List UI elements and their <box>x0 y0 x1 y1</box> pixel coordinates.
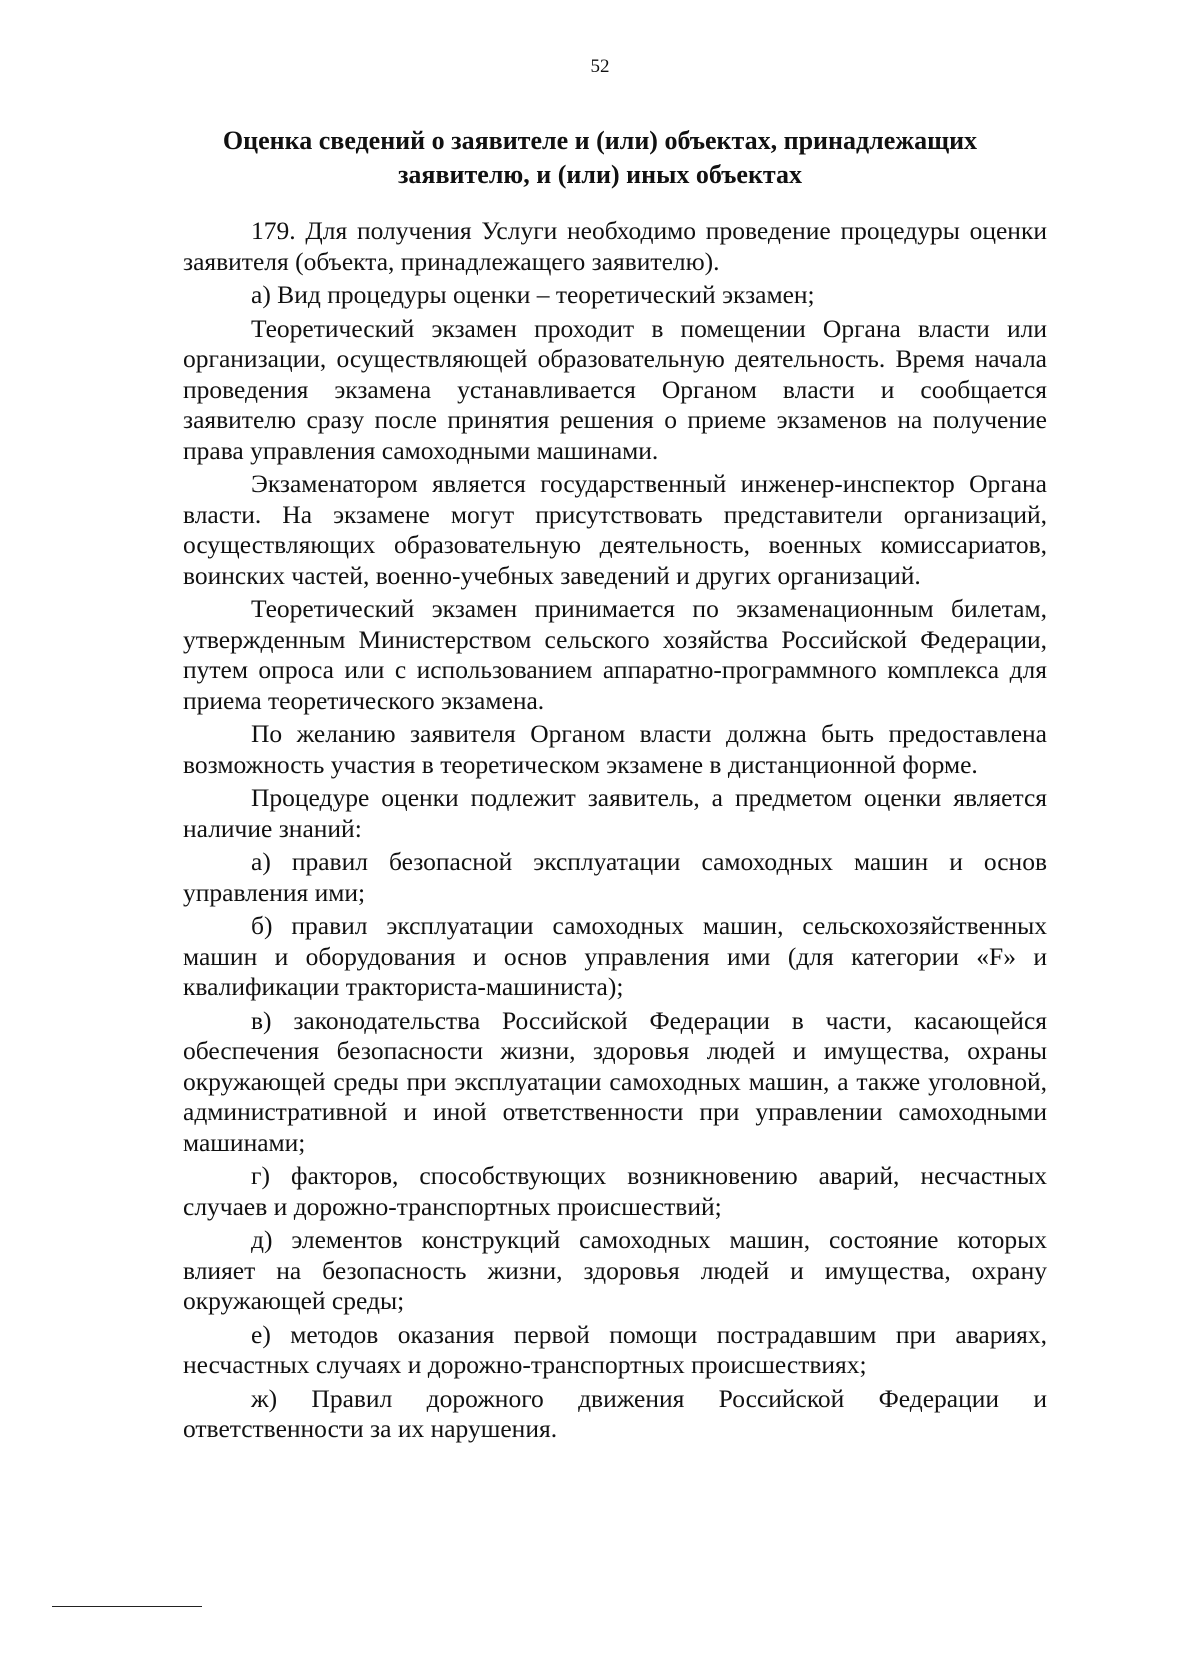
footnote-rule <box>52 1606 202 1607</box>
list-item: б) правил эксплуатации самоходных машин, сельскохозяйственных машин и оборудования и основ управления ими (для категории «F» и квалификации тракториста-машиниста); <box>183 911 1047 1001</box>
paragraph: По желанию заявителя Органом власти должна быть предоставлена возможность участия в теоретическом экзамене в дистанционной форме. <box>183 719 1047 779</box>
paragraph: Теоретический экзамен проходит в помещении Органа власти или организации, осуществляющей образовательную деятельность. Время начала проведения экзамена устанавливается Органом власти и сообщается заявителю сразу после принятия решения о приеме экзаменов на получение права управления самоходными машинами. <box>183 313 1047 465</box>
section-title-line: Оценка сведений о заявителе и (или) объектах, принадлежащих <box>222 126 978 155</box>
list-item: в) законодательства Российской Федерации в части, касающейся обеспечения безопасности жизни, здоровья людей и имущества, охраны окружающей среды при эксплуатации самоходных машин, а также уголовной, административной и иной ответственности при управлении самоходными машинами; <box>183 1005 1047 1157</box>
paragraph: а) Вид процедуры оценки – теоретический экзамен; <box>251 280 815 309</box>
page-number: 52 <box>590 56 610 77</box>
section-title <box>170 124 1030 192</box>
list-item: е) методов оказания первой помощи пострадавшим при авариях, несчастных случаях и дорожно-транспортных происшествиях; <box>183 1319 1047 1379</box>
list-item: г) факторов, способствующих возникновению аварий, несчастных случаев и дорожно-транспортных происшествий; <box>183 1161 1047 1221</box>
paragraph: Процедуре оценки подлежит заявитель, а предметом оценки является наличие знаний: <box>183 783 1047 843</box>
list-item: а) правил безопасной эксплуатации самоходных машин и основ управления ими; <box>183 847 1047 907</box>
list-item: ж) Правил дорожного движения Российской Федерации и ответственности за их нарушения. <box>183 1383 1047 1443</box>
list-item: д) элементов конструкций самоходных машин, состояние которых влияет на безопасность жизни, здоровья людей и имущества, охрану окружающей среды; <box>183 1225 1047 1315</box>
document-body <box>183 216 1047 1448</box>
section-title-line: заявителю, и (или) иных объектах <box>397 160 803 189</box>
paragraph: Теоретический экзамен принимается по экзаменационным билетам, утвержденным Министерством сельского хозяйства Российской Федерации, путем опроса или с использованием аппаратно-программного комплекса для приема теоретического экзамена. <box>183 594 1047 715</box>
paragraph: Экзаменатором является государственный инженер-инспектор Органа власти. На экзамене могут присутствовать представители организаций, осуществляющих образовательную деятельность, военных комиссариатов, воинских частей, военно-учебных заведений и других организаций. <box>183 469 1047 590</box>
paragraph: 179. Для получения Услуги необходимо проведение процедуры оценки заявителя (объекта, принадлежащего заявителю). <box>183 216 1047 276</box>
